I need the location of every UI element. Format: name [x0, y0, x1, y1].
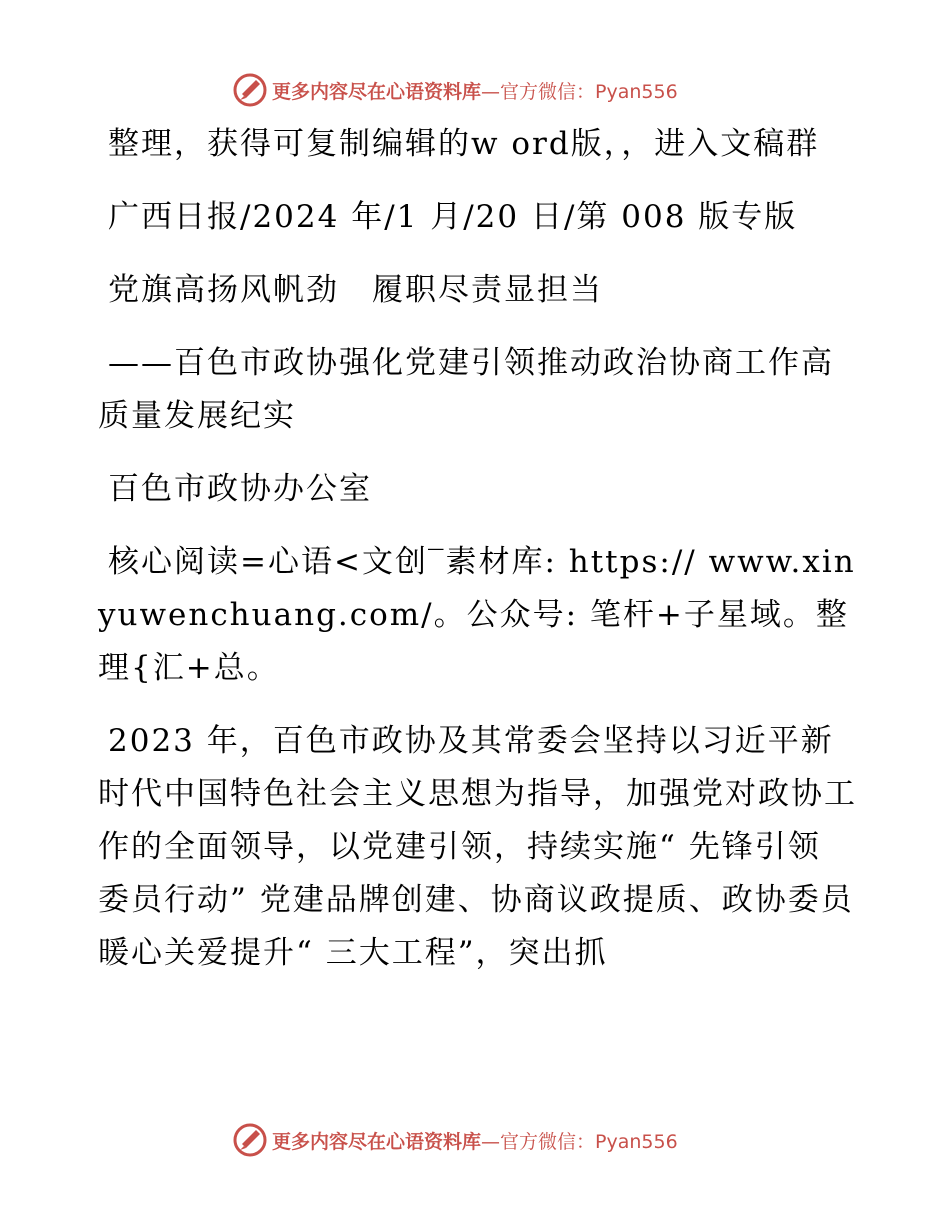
watermark-official-text: —官方微信：Pyan556: [481, 1130, 678, 1153]
paragraph-body: 2023 年，百色市政协及其常委会坚持以习近平新时代中国特色社会主义思想为指导，加强党对政协工作的全面领导，以党建引领，持续实施“ 先锋引领 委员行动” 党建品牌创建、协商议政提质、政协委员暖心关爱提升“ 三大工程”，突出抓: [98, 723, 857, 971]
brand-logo-icon: [232, 1122, 268, 1158]
watermark-brand-text: 更多内容尽在心语资料库: [272, 80, 482, 103]
paragraph-intro-note: 整理，获得可复制编辑的w ord版，，进入文稿群: [108, 126, 820, 162]
watermark-footer: [232, 1120, 678, 1160]
paragraph-author: 百色市政协办公室: [108, 471, 372, 507]
paragraph-source: 广西日报/2024 年/1 月/20 日/第 008 版专版: [108, 199, 798, 235]
document-body: [98, 118, 858, 1000]
paragraph-headline: 党旗高扬风帆劲 履职尽责显担当: [108, 272, 603, 308]
paragraph-subtitle: ——百色市政协强化党建引领推动政治协商工作高质量发展纪实: [98, 345, 834, 434]
watermark-official-text: —官方微信：Pyan556: [481, 80, 678, 103]
brand-logo-icon: [232, 72, 268, 108]
watermark-header: [232, 70, 678, 110]
paragraph-core-reading: 核心阅读=心语<文创‾素材库: https:// www.xinyuwenchuang.com/。公众号: 笔杆+子星域。整理{汇+总。: [98, 544, 856, 686]
watermark-brand-text: 更多内容尽在心语资料库: [272, 1130, 482, 1153]
